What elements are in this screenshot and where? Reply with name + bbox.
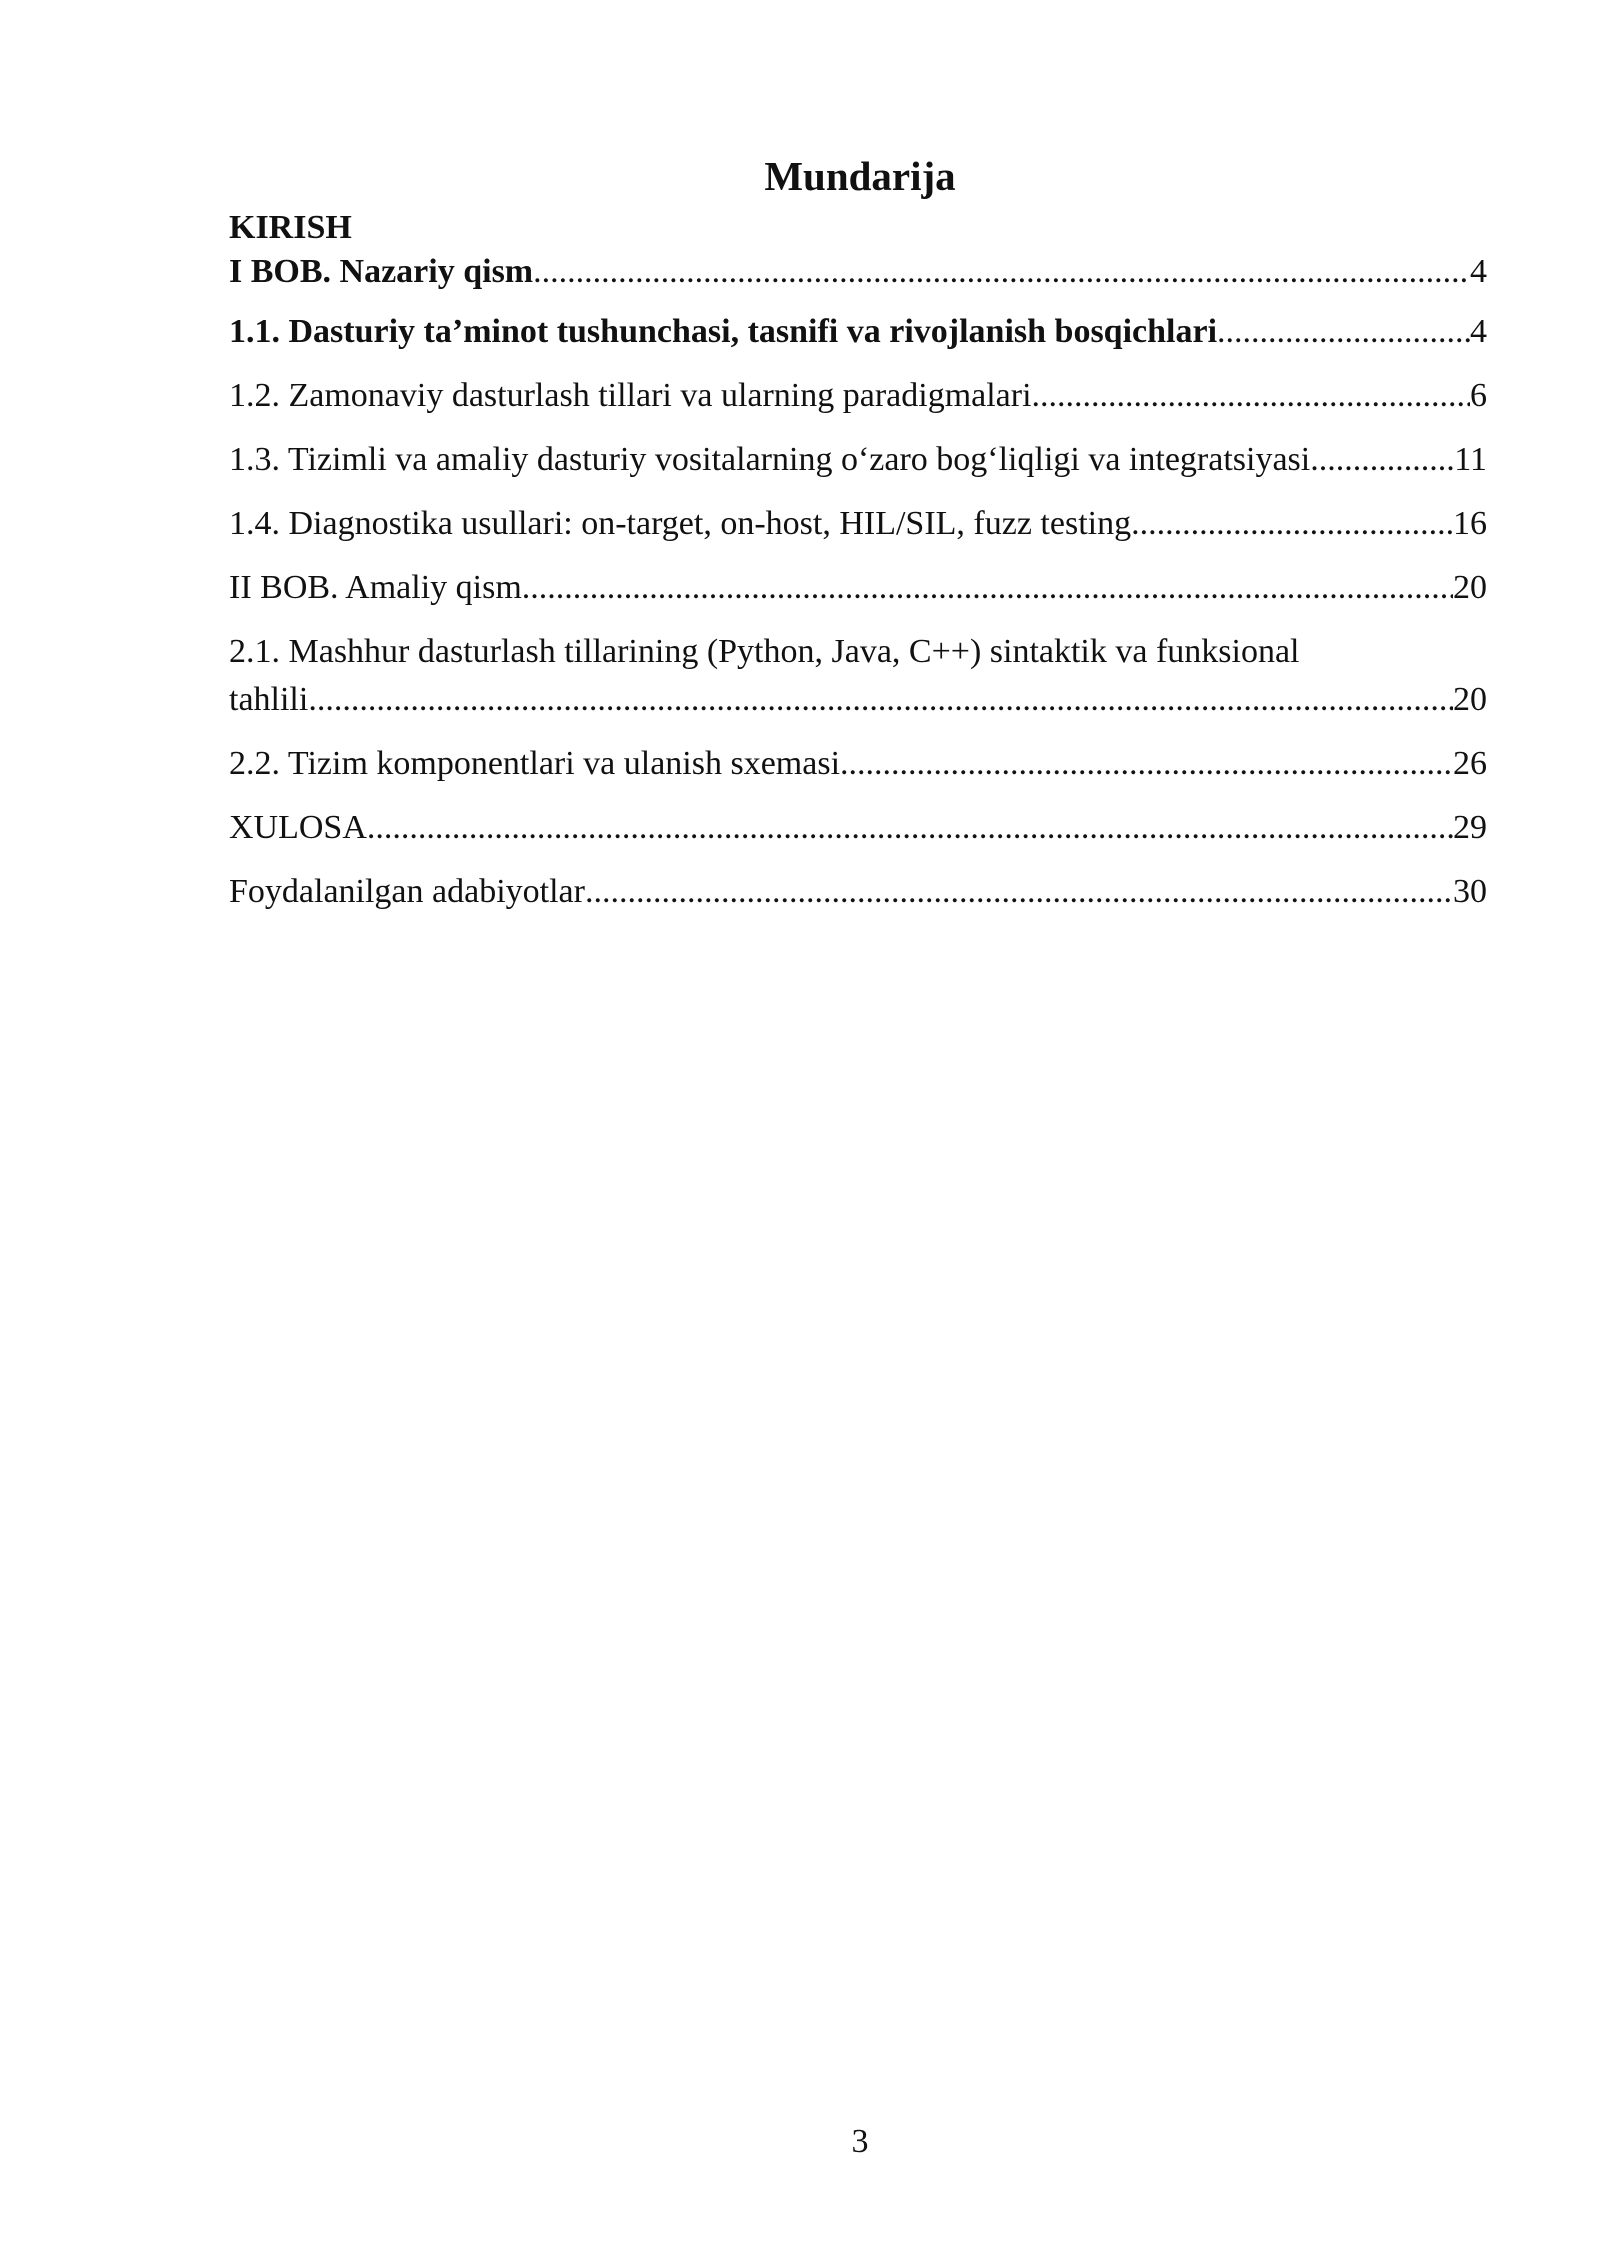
toc-entry-label: 1.2. Zamonaviy dasturlash tillari va ularning paradigmalari: [229, 377, 1032, 414]
toc-entry[interactable]: [229, 630, 1487, 742]
toc-leader-dots: [522, 566, 1453, 610]
page-title: Mundarija: [764, 153, 956, 199]
toc-entry-page: 29: [1453, 809, 1487, 846]
toc-entry-page: 11: [1454, 441, 1487, 478]
toc-leader-dots: [1310, 438, 1454, 482]
toc-entry[interactable]: [229, 438, 1487, 502]
toc-entry-page: 16: [1453, 505, 1487, 542]
toc-leader-dots: [1032, 374, 1470, 418]
toc-leader-dots: [1217, 310, 1470, 354]
toc-entry-page: 20: [1453, 681, 1487, 718]
toc-entry-page: 6: [1470, 377, 1487, 414]
toc-entry-label: Foydalanilgan adabiyotlar: [229, 873, 585, 910]
toc-entry-page: 4: [1470, 253, 1487, 290]
toc-entry[interactable]: [229, 870, 1487, 934]
toc-leader-dots: [367, 806, 1453, 850]
toc-entry[interactable]: [229, 250, 1487, 310]
toc-entry-label: tahlili: [229, 681, 309, 718]
toc-entry-page: 26: [1453, 745, 1487, 782]
toc-entry-page: 4: [1470, 313, 1487, 350]
toc-entry-page: 20: [1453, 569, 1487, 606]
toc-entry-label: II BOB. Amaliy qism: [229, 569, 522, 606]
toc-entry-label: 2.2. Tizim komponentlari va ulanish sxemasi: [229, 745, 841, 782]
toc-leader-dots: [533, 250, 1470, 294]
table-of-contents: [229, 206, 1487, 934]
toc-entry-label-line1: 2.1. Mashhur dasturlash tillarining (Python, Java, C++) sintaktik va funksional: [229, 633, 1300, 670]
toc-leader-dots: [308, 678, 1453, 722]
toc-entry[interactable]: [229, 374, 1487, 438]
toc-entry-label: I BOB. Nazariy qism: [229, 253, 534, 290]
toc-entry[interactable]: [229, 310, 1487, 374]
toc-entry[interactable]: [229, 742, 1487, 806]
toc-entry[interactable]: [229, 566, 1487, 630]
page-number: 3: [851, 2123, 869, 2160]
toc-leader-dots: [1131, 502, 1453, 546]
toc-heading-kirish: KIRISH: [229, 209, 352, 246]
toc-entry-label: XULOSA: [229, 809, 367, 846]
toc-entry-label: 1.1. Dasturiy ta’minot tushunchasi, tasnifi va rivojlanish bosqichlari: [229, 313, 1218, 350]
toc-entry-label: 1.3. Tizimli va amaliy dasturiy vositalarning o‘zaro bog‘liqligi va integratsiyasi: [229, 441, 1311, 478]
toc-entry-page: 30: [1453, 873, 1487, 910]
toc-entry-label: 1.4. Diagnostika usullari: on-target, on-host, HIL/SIL, fuzz testing: [229, 505, 1132, 542]
toc-leader-dots: [585, 870, 1453, 914]
toc-entry[interactable]: [229, 502, 1487, 566]
toc-entry[interactable]: [229, 806, 1487, 870]
toc-leader-dots: [840, 742, 1453, 786]
